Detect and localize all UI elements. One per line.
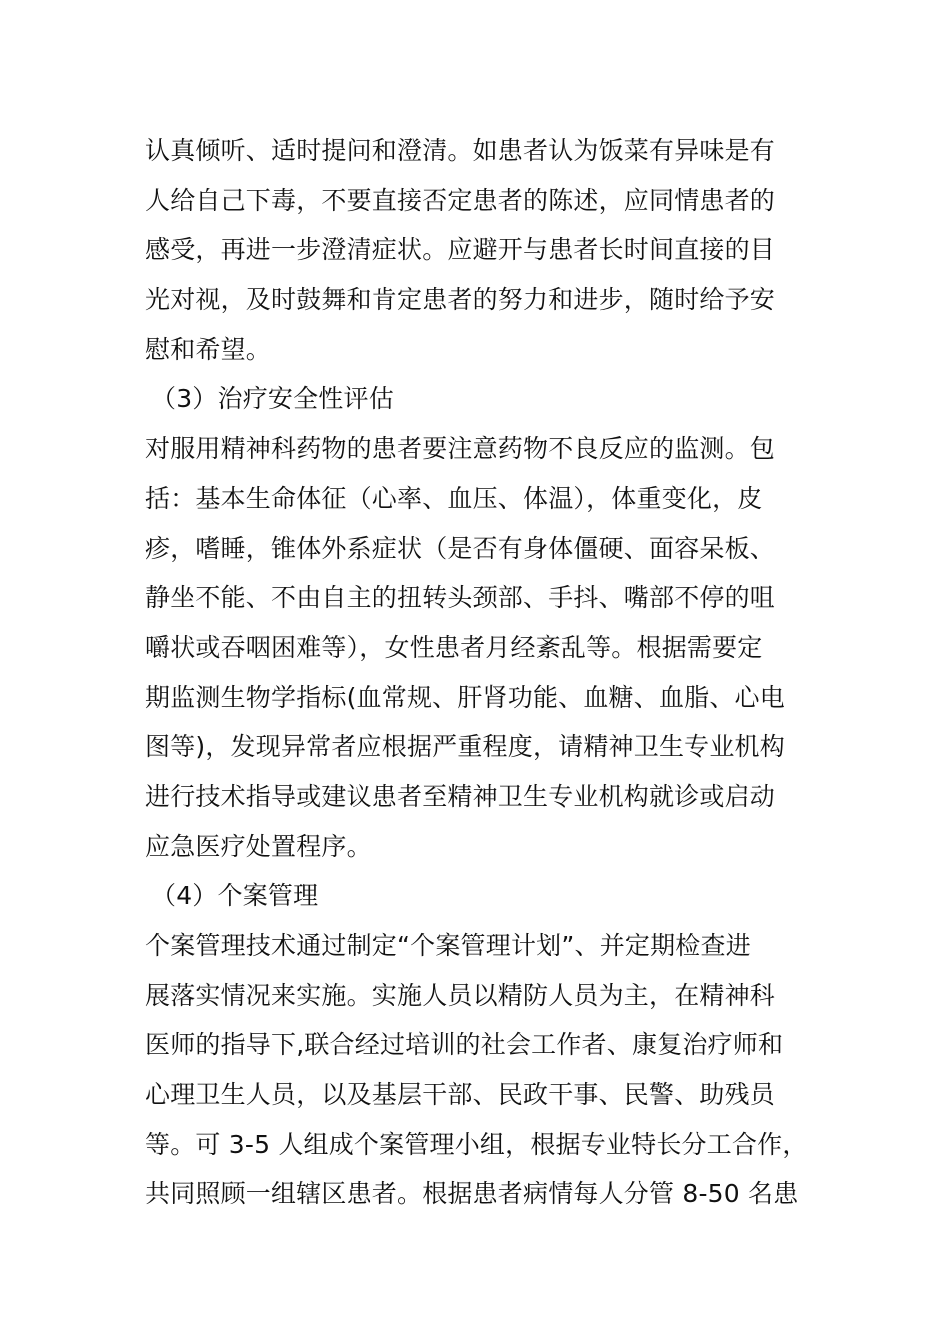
text-line: 认真倾听、适时提问和澄清。如患者认为饭菜有异味是有 (145, 136, 776, 165)
text-line: 静坐不能、不由自主的扭转头颈部、手抖、嘴部不停的咀 (145, 583, 776, 613)
text-line: 光对视，及时鼓舞和肯定患者的努力和进步，随时给予安 (145, 285, 776, 315)
text-line: 进行技术指导或建议患者至精神卫生专业机构就诊或启动 (145, 781, 776, 811)
text-line: 疹，嗜睡，锥体外系症状（是否有身体僵硬、面容呆板、 (145, 533, 776, 563)
text-line: 展落实情况来实施。实施人员以精防人员为主，在精神科 (145, 980, 776, 1010)
text-line: 应急医疗处置程序。 (145, 831, 372, 861)
section-heading: （3）治疗安全性评估 (151, 384, 394, 414)
text-line: 期监测生物学指标(血常规、肝肾功能、血糖、血脂、心电 (145, 682, 785, 712)
text-line: 等。可 3-5 人组成个案管理小组，根据专业特长分工合作， (145, 1129, 808, 1159)
text-line: 对服用精神科药物的患者要注意药物不良反应的监测。包 (145, 434, 776, 464)
text-line: 感受，再进一步澄清症状。应避开与患者长时间直接的目 (145, 235, 776, 265)
body-text (145, 126, 808, 1219)
text-line: 慰和希望。 (145, 334, 272, 364)
text-line: 医师的指导下,联合经过培训的社会工作者、康复治疗师和 (145, 1030, 784, 1060)
text-line: 共同照顾一组辖区患者。根据患者病情每人分管 8-50 名患 (145, 1179, 799, 1209)
text-line: 人给自己下毒，不要直接否定患者的陈述，应同情患者的 (145, 185, 776, 215)
text-line: 个案管理技术通过制定“个案管理计划”、并定期检查进 (145, 931, 751, 960)
text-line: 图等)，发现异常者应根据严重程度，请精神卫生专业机构 (145, 732, 785, 762)
text-line: 心理卫生人员，以及基层干部、民政干事、民警、助残员 (145, 1080, 776, 1110)
text-line: 嚼状或吞咽困难等），女性患者月经紊乱等。根据需要定 (145, 632, 763, 662)
section-heading: （4）个案管理 (151, 881, 319, 911)
text-line: 括：基本生命体征（心率、血压、体温），体重变化，皮 (145, 483, 763, 513)
